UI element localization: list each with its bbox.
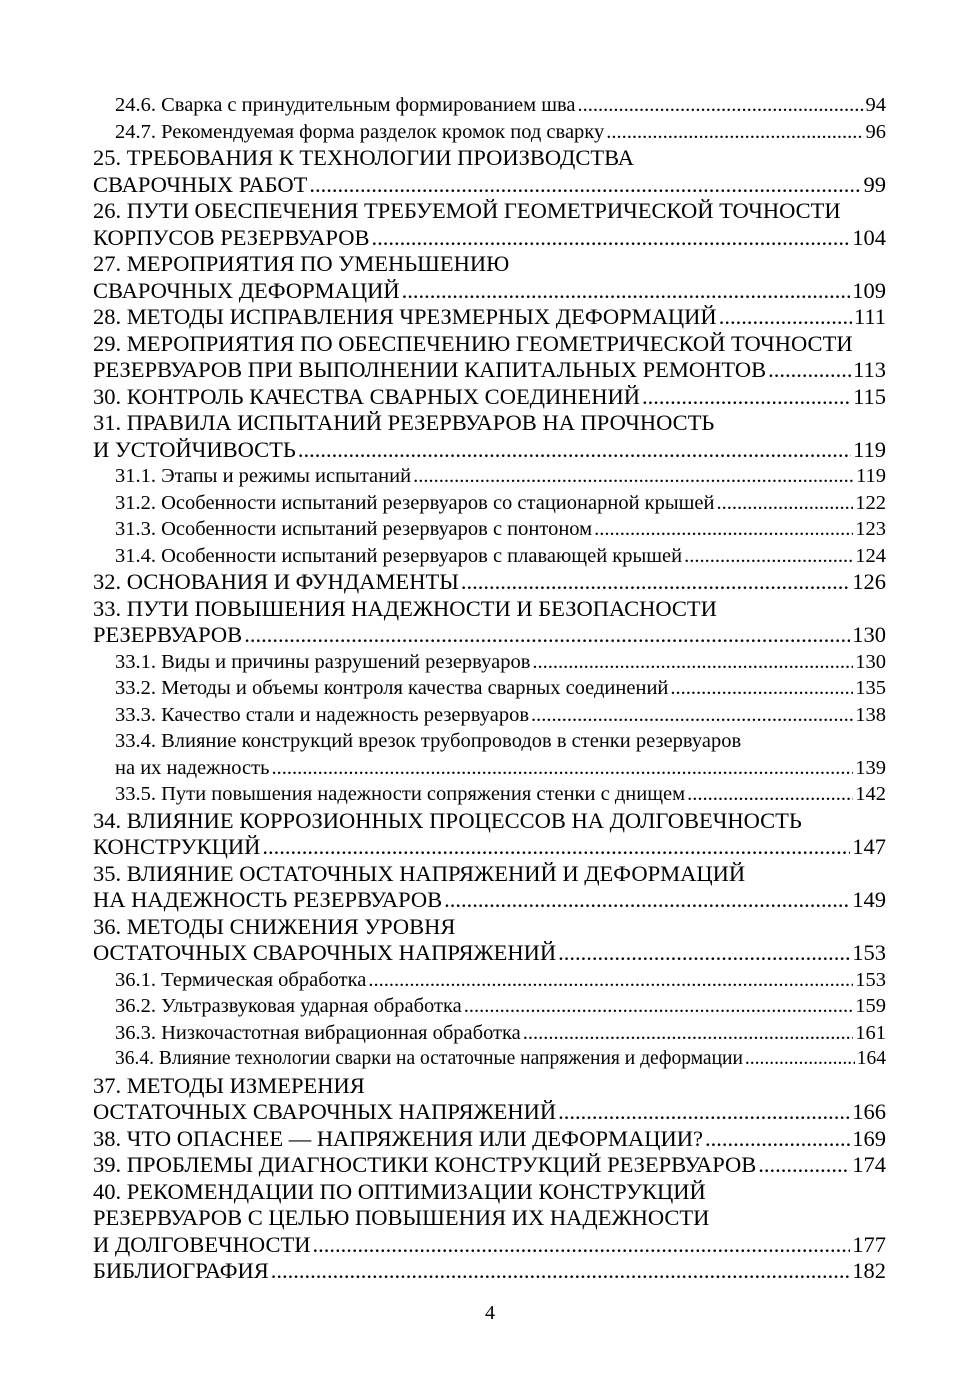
toc-entry-title: 24.7. Рекомендуемая форма разделок кромок под сварку: [115, 120, 605, 143]
toc-entry-title: 28. МЕТОДЫ ИСПРАВЛЕНИЯ ЧРЕЗМЕРНЫХ ДЕФОРМАЦИЙ: [93, 304, 717, 329]
toc-entry-page: 174: [852, 1152, 886, 1177]
toc-entry-page: 153: [852, 940, 886, 965]
toc-entry-page: 109: [852, 277, 886, 303]
dot-leader: [464, 993, 854, 1020]
toc-entry-title: 31. ПРАВИЛА ИСПЫТАНИЙ РЕЗЕРВУАРОВ НА ПРОЧНОСТЬ: [93, 410, 715, 435]
toc-entry-title: 39. ПРОБЛЕМЫ ДИАГНОСТИКИ КОНСТРУКЦИЙ РЕЗЕРВУАРОВ: [93, 1152, 757, 1177]
toc-entry-page: 130: [855, 650, 886, 673]
toc-entry-title: 37. МЕТОДЫ ИЗМЕРЕНИЯ: [93, 1072, 365, 1098]
dot-leader: [312, 1232, 850, 1259]
toc-entry[interactable]: [93, 569, 886, 596]
toc-entry[interactable]: [93, 622, 886, 649]
toc-entry-continued[interactable]: [93, 410, 886, 437]
toc-entry-title: 25. ТРЕБОВАНИЯ К ТЕХНОЛОГИИ ПРОИЗВОДСТВА: [93, 145, 634, 170]
dot-leader: [670, 675, 853, 702]
toc-entry[interactable]: [93, 1020, 886, 1047]
toc-entry[interactable]: [93, 1126, 886, 1153]
toc-entry[interactable]: [93, 940, 886, 967]
toc-entry-title: КОНСТРУКЦИЙ: [93, 834, 261, 859]
toc-entry[interactable]: [93, 490, 886, 517]
toc-entry-title: 31.1. Этапы и режимы испытаний: [115, 465, 412, 487]
dot-leader: [684, 543, 853, 570]
toc-entry-page: 135: [855, 677, 886, 699]
toc-entry-page: 113: [853, 357, 886, 382]
toc-entry[interactable]: [93, 1258, 886, 1285]
toc-entry-page: 119: [856, 465, 886, 487]
toc-entry[interactable]: [93, 437, 886, 464]
toc-entry-title: 31.3. Особенности испытаний резервуаров с понтоном: [115, 518, 593, 540]
toc-entry[interactable]: [93, 702, 886, 729]
toc-entry[interactable]: [93, 834, 886, 861]
toc-entry-title: ОСТАТОЧНЫХ СВАРОЧНЫХ НАПРЯЖЕНИЙ: [93, 940, 557, 965]
toc-entry-page: 177: [852, 1231, 886, 1257]
toc-entry-continued[interactable]: [93, 596, 886, 623]
toc-entry-title: 27. МЕРОПРИЯТИЯ ПО УМЕНЬШЕНИЮ: [93, 251, 510, 276]
toc-entry-title: 40. РЕКОМЕНДАЦИИ ПО ОПТИМИЗАЦИИ КОНСТРУКЦИЙ: [93, 1178, 706, 1204]
toc-entry-title: РЕЗЕРВУАРОВ С ЦЕЛЬЮ ПОВЫШЕНИЯ ИХ НАДЕЖНОСТИ: [93, 1205, 710, 1230]
toc-entry[interactable]: [93, 993, 886, 1020]
page-number: 4: [485, 1302, 495, 1324]
toc-entry-title: 33.1. Виды и причины разрушений резервуаров: [115, 650, 531, 673]
toc-entry-continued[interactable]: [93, 145, 886, 172]
toc-entry-title: 33. ПУТИ ПОВЫШЕНИЯ НАДЕЖНОСТИ И БЕЗОПАСНОСТИ: [93, 595, 717, 621]
toc-entry-page: 161: [855, 1021, 886, 1044]
toc-entry-title: 29. МЕРОПРИЯТИЯ ПО ОБЕСПЕЧЕНИЮ ГЕОМЕТРИЧЕСКОЙ ТОЧНОСТИ: [93, 330, 853, 356]
toc-entry-title: БИБЛИОГРАФИЯ: [93, 1258, 269, 1283]
dot-leader: [719, 304, 852, 331]
dot-leader: [368, 967, 853, 994]
dot-leader: [717, 490, 854, 517]
toc-entry-title: ОСТАТОЧНЫХ СВАРОЧНЫХ НАПРЯЖЕНИЙ: [93, 1099, 557, 1124]
dot-leader: [271, 1258, 850, 1285]
dot-leader: [413, 463, 854, 490]
dot-leader: [705, 1126, 850, 1153]
toc-entry-title: 36. МЕТОДЫ СНИЖЕНИЯ УРОВНЯ: [93, 913, 456, 939]
dot-leader: [594, 516, 853, 543]
dot-leader: [444, 887, 850, 914]
toc-entry[interactable]: [93, 967, 886, 994]
toc-entry[interactable]: [93, 755, 886, 782]
toc-entry-title: РЕЗЕРВУАРОВ ПРИ ВЫПОЛНЕНИИ КАПИТАЛЬНЫХ РЕМОНТОВ: [93, 357, 767, 382]
toc-entry-continued[interactable]: [93, 808, 886, 835]
toc-entry-page: 122: [855, 491, 886, 514]
toc-entry-title: СВАРОЧНЫХ ДЕФОРМАЦИЙ: [93, 277, 400, 303]
toc-entry-page: 166: [852, 1099, 886, 1124]
toc-entry[interactable]: [93, 119, 886, 146]
dot-leader: [262, 834, 850, 861]
toc-entry-title: 33.5. Пути повышения надежности сопряжения стенки с днищем: [115, 783, 686, 805]
toc-entry-continued[interactable]: [93, 1073, 886, 1100]
table-of-contents: [93, 92, 886, 1285]
toc-entry-page: 94: [865, 94, 886, 116]
toc-entry[interactable]: [93, 1232, 886, 1259]
toc-entry-page: 99: [863, 171, 886, 197]
toc-entry-continued[interactable]: [93, 198, 886, 225]
toc-entry-title: РЕЗЕРВУАРОВ: [93, 622, 243, 647]
toc-entry-continued[interactable]: [93, 914, 886, 941]
toc-entry-title: 33.3. Качество стали и надежность резервуаров: [115, 703, 530, 726]
toc-entry[interactable]: [93, 463, 886, 490]
toc-entry-title: НА НАДЕЖНОСТЬ РЕЗЕРВУАРОВ: [93, 887, 443, 912]
toc-entry[interactable]: [93, 92, 886, 119]
toc-entry-page: 115: [853, 383, 886, 409]
toc-entry-title: 35. ВЛИЯНИЕ ОСТАТОЧНЫХ НАПРЯЖЕНИЙ И ДЕФОРМАЦИЙ: [93, 860, 746, 886]
toc-entry-continued[interactable]: [93, 728, 886, 755]
dot-leader: [461, 569, 850, 596]
toc-entry-title: 32. ОСНОВАНИЯ И ФУНДАМЕНТЫ: [93, 569, 459, 594]
toc-entry[interactable]: [93, 516, 886, 543]
toc-entry-title: 38. ЧТО ОПАСНЕЕ — НАПРЯЖЕНИЯ ИЛИ ДЕФОРМАЦИИ?: [93, 1125, 703, 1151]
toc-entry[interactable]: [93, 781, 886, 808]
toc-entry-page: 164: [856, 1048, 886, 1069]
toc-entry-page: 126: [852, 569, 886, 594]
toc-entry-page: 119: [853, 436, 886, 462]
toc-entry-title: 36.1. Термическая обработка: [115, 968, 367, 991]
toc-entry-page: 159: [855, 995, 886, 1017]
toc-entry-page: 142: [855, 783, 886, 805]
toc-entry-title: И УСТОЙЧИВОСТЬ: [93, 436, 296, 462]
dot-leader: [309, 172, 861, 199]
toc-entry-page: 182: [852, 1258, 886, 1283]
toc-entry[interactable]: [93, 543, 886, 570]
dot-leader: [768, 357, 851, 384]
toc-entry[interactable]: [93, 675, 886, 702]
dot-leader: [745, 1046, 855, 1073]
toc-entry[interactable]: [93, 1152, 886, 1179]
toc-entry[interactable]: [93, 384, 886, 411]
dot-leader: [558, 1099, 850, 1126]
toc-entry[interactable]: [93, 225, 886, 252]
toc-entry-title: 34. ВЛИЯНИЕ КОРРОЗИОННЫХ ПРОЦЕССОВ НА ДОЛГОВЕЧНОСТЬ: [93, 807, 802, 833]
toc-entry-title: 26. ПУТИ ОБЕСПЕЧЕНИЯ ТРЕБУЕМОЙ ГЕОМЕТРИЧЕСКОЙ ТОЧНОСТИ: [93, 198, 841, 223]
dot-leader: [298, 437, 851, 464]
toc-entry-title: на их надежность: [115, 756, 270, 779]
dot-leader: [371, 225, 850, 252]
toc-entry-page: 96: [865, 120, 886, 143]
dot-leader: [687, 781, 853, 808]
toc-entry-page: 124: [855, 544, 886, 567]
dot-leader: [532, 649, 853, 676]
toc-entry-title: 36.4. Влияние технологии сварки на остаточные напряжения и деформации: [115, 1048, 743, 1069]
toc-entry-page: 111: [853, 304, 886, 329]
toc-entry[interactable]: [93, 1046, 886, 1073]
toc-entry-title: 31.2. Особенности испытаний резервуаров со стационарной крышей: [115, 491, 715, 514]
toc-entry-page: 147: [852, 834, 886, 859]
toc-entry-page: 153: [855, 968, 886, 991]
toc-entry-continued[interactable]: [93, 251, 886, 278]
toc-entry-page: 138: [855, 703, 886, 726]
dot-leader: [523, 1020, 853, 1047]
dot-leader: [642, 384, 851, 411]
toc-entry-continued[interactable]: [93, 1179, 886, 1206]
dot-leader: [244, 622, 850, 649]
toc-entry-continued[interactable]: [93, 861, 886, 888]
toc-entry-page: 130: [852, 622, 886, 647]
toc-entry-title: 36.2. Ультразвуковая ударная обработка: [115, 995, 462, 1017]
toc-entry-title: 24.6. Сварка с принудительным формированием шва: [115, 94, 576, 116]
toc-entry[interactable]: [93, 357, 886, 384]
toc-entry-page: 123: [855, 518, 886, 540]
dot-leader: [758, 1152, 850, 1179]
toc-entry-title: КОРПУСОВ РЕЗЕРВУАРОВ: [93, 224, 370, 250]
toc-entry[interactable]: [93, 278, 886, 305]
toc-entry-title: 31.4. Особенности испытаний резервуаров с плавающей крышей: [115, 544, 683, 567]
dot-leader: [271, 755, 853, 782]
toc-entry-title: 33.2. Методы и объемы контроля качества сварных соединений: [115, 677, 669, 699]
toc-entry-title: 30. КОНТРОЛЬ КАЧЕСТВА СВАРНЫХ СОЕДИНЕНИЙ: [93, 383, 641, 409]
toc-entry-page: 169: [852, 1125, 886, 1151]
toc-entry-page: 104: [852, 224, 886, 250]
toc-entry[interactable]: [93, 304, 886, 331]
toc-entry-title: 33.4. Влияние конструкций врезок трубопроводов в стенки резервуаров: [115, 730, 742, 752]
dot-leader: [606, 119, 863, 146]
dot-leader: [558, 940, 850, 967]
toc-entry[interactable]: [93, 1099, 886, 1126]
dot-leader: [402, 278, 851, 305]
toc-entry-title: И ДОЛГОВЕЧНОСТИ: [93, 1231, 311, 1257]
toc-entry-continued[interactable]: [93, 1205, 886, 1232]
toc-entry[interactable]: [93, 172, 886, 199]
dot-leader: [578, 92, 864, 119]
toc-entry[interactable]: [93, 649, 886, 676]
toc-entry-page: 139: [855, 756, 886, 779]
toc-entry-title: 36.3. Низкочастотная вибрационная обработка: [115, 1021, 521, 1044]
dot-leader: [531, 702, 853, 729]
toc-entry-page: 149: [852, 887, 886, 912]
toc-entry-continued[interactable]: [93, 331, 886, 358]
toc-entry-title: СВАРОЧНЫХ РАБОТ: [93, 171, 308, 197]
toc-entry[interactable]: [93, 887, 886, 914]
